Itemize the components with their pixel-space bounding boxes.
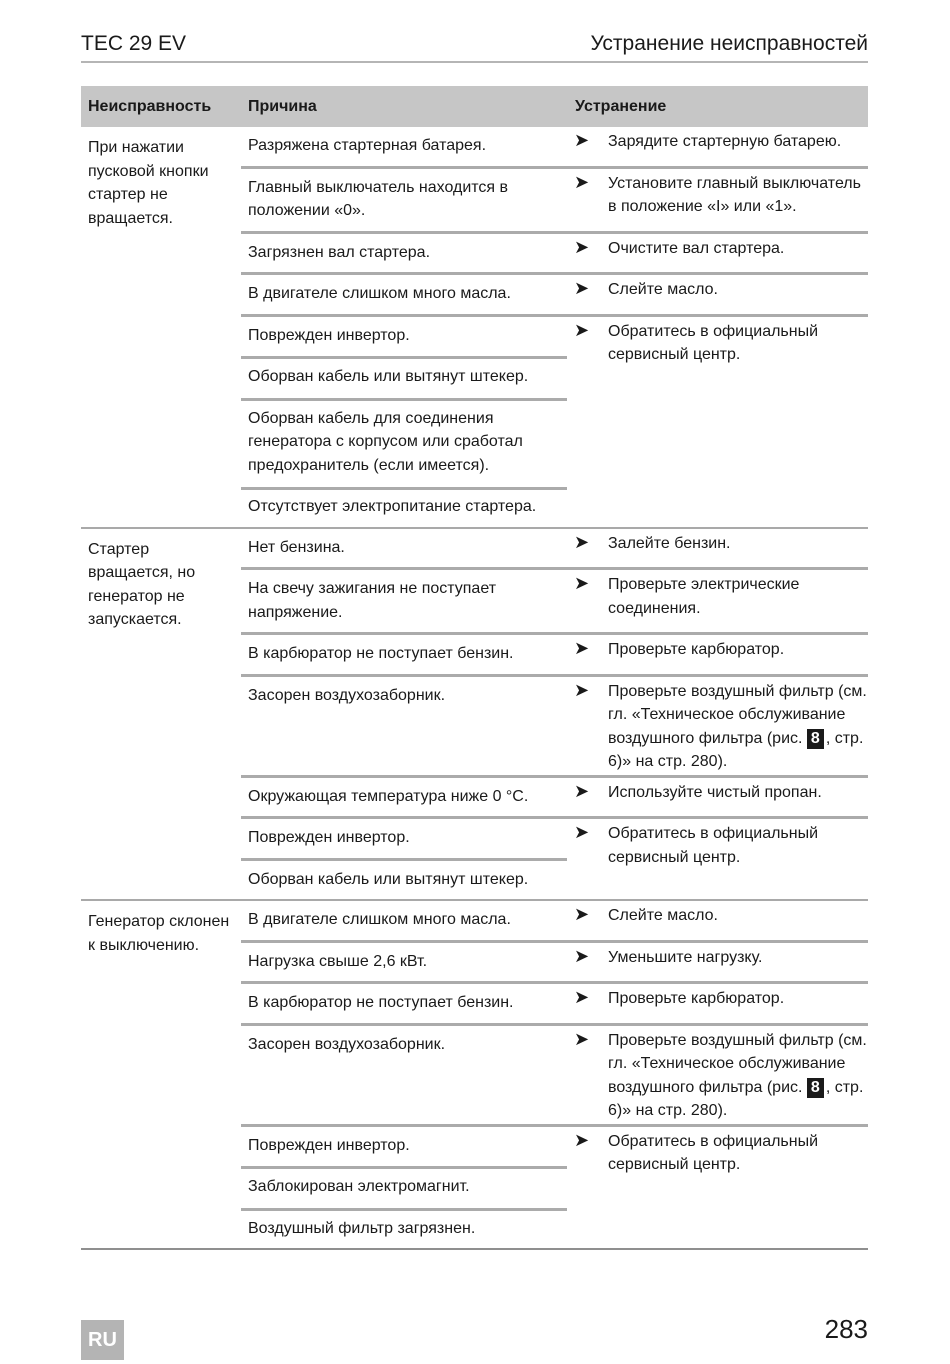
table-row	[241, 231, 868, 273]
remedy-text: Уменьшите нагрузку.	[608, 948, 763, 966]
remedy-cell	[568, 127, 868, 154]
remedy-text: Проверьте карбюратор.	[608, 641, 785, 658]
remedy-text-post: , стр. 6)» на стр. 280).	[608, 729, 864, 770]
remedy-cell	[568, 1026, 868, 1123]
remedy-cell	[568, 635, 868, 662]
language-badge: RU	[81, 1320, 124, 1360]
fault-text: Стартер вращается, но генератор не запускается.	[88, 540, 196, 628]
row-divider	[241, 1208, 567, 1211]
column-header-fault: Неисправность	[88, 98, 212, 115]
fault-text: При нажатии пусковой кнопки стартер не вращается.	[88, 139, 209, 227]
table-row	[241, 901, 868, 940]
cause-text: Оборван кабель или вытянут штекер.	[248, 368, 529, 385]
cause-text: Заблокирован электромагнит.	[248, 1178, 470, 1195]
table-row	[241, 632, 868, 674]
table-row	[241, 674, 868, 775]
remedy-cell	[568, 1127, 868, 1177]
arrowhead-icon: ➤	[574, 171, 590, 192]
cause-text: Поврежден инвертор.	[248, 326, 410, 344]
remedy-text: Обратитесь в официальный сервисный центр.	[608, 322, 819, 363]
cause-text: Загрязнен вал стартера.	[248, 243, 431, 261]
remedy-text-pre: Проверьте воздушный фильтр (см. гл. «Техническое обслуживание воздушного фильтра (рис.	[608, 682, 867, 747]
remedy-text: Установите главный выключатель в положение «I» или «1».	[608, 174, 861, 215]
table-row	[241, 166, 868, 231]
remedy-cell	[568, 275, 868, 302]
arrowhead-icon: ➤	[574, 945, 590, 966]
table-row-span	[241, 1124, 868, 1249]
row-divider	[241, 398, 567, 401]
arrowhead-icon: ➤	[574, 531, 590, 552]
arrowhead-icon: ➤	[574, 780, 590, 801]
arrowhead-icon: ➤	[574, 1028, 590, 1049]
table-header	[81, 86, 868, 127]
remedy-text: Залейте бензин.	[608, 534, 731, 552]
remedy-cell	[568, 778, 868, 805]
table-row	[241, 775, 868, 817]
remedy-cell	[568, 169, 868, 219]
remedy-text: Проверьте электрические соединения.	[608, 576, 800, 617]
remedy-text: Очистите вал стартера.	[608, 239, 785, 257]
cause-text: Засорен воздухозаборник.	[248, 686, 446, 704]
cause-text: В двигателе слишком много масла.	[248, 911, 511, 928]
cause-text: Нагрузка свыше 2,6 кВт.	[248, 952, 428, 970]
arrowhead-icon: ➤	[574, 573, 590, 593]
page-header	[81, 30, 868, 63]
cause-text: Разряжена стартерная батарея.	[248, 137, 487, 154]
cause-text: Воздушный фильтр загрязнен.	[248, 1219, 476, 1237]
table-row	[241, 529, 868, 568]
figure-badge: 8	[807, 729, 824, 749]
row-divider	[241, 356, 567, 359]
column-header-remedy: Устранение	[575, 98, 667, 115]
remedy-cell	[568, 234, 868, 261]
row-divider	[241, 858, 567, 861]
remedy-text	[608, 1029, 868, 1123]
cause-text: Засорен воздухозаборник.	[248, 1035, 446, 1053]
remedy-text-pre: Проверьте воздушный фильтр (см. гл. «Техническое обслуживание воздушного фильтра (рис.	[608, 1031, 867, 1096]
remedy-cell	[568, 984, 868, 1011]
table-row-span	[241, 314, 868, 527]
fault-group	[81, 127, 868, 529]
cause-text: В двигателе слишком много масла.	[248, 285, 511, 302]
row-divider	[241, 487, 567, 490]
table-row	[241, 1023, 868, 1124]
model-name: TEC 29 EV	[81, 32, 187, 55]
cause-text: Окружающая температура ниже 0 °C.	[248, 787, 529, 805]
fault-group	[81, 901, 868, 1250]
cause-text: Поврежден инвертор.	[248, 829, 410, 846]
fault-group	[81, 529, 868, 902]
remedy-text: Слейте масло.	[608, 281, 718, 298]
cause-text: Оборван кабель для соединения генератора с корпусом или сработал предохранитель (если имеется).	[248, 409, 523, 474]
fault-text: Генератор склонен к выключению.	[88, 913, 230, 954]
remedy-cell	[568, 943, 868, 970]
figure-badge: 8	[807, 1078, 824, 1098]
remedy-cell	[568, 901, 868, 928]
remedy-text: Используйте чистый пропан.	[608, 783, 822, 801]
arrowhead-icon: ➤	[574, 130, 590, 150]
remedy-text-post: , стр. 6)» на стр. 280).	[608, 1078, 864, 1119]
remedy-text: Зарядите стартерную батарею.	[608, 133, 842, 150]
remedy-text: Обратитесь в официальный сервисный центр.	[608, 825, 819, 866]
remedy-cell	[568, 819, 868, 869]
cause-text: Поврежден инвертор.	[248, 1136, 410, 1154]
remedy-text: Слейте масло.	[608, 907, 718, 924]
arrowhead-icon: ➤	[574, 904, 590, 924]
remedy-text	[608, 680, 868, 774]
arrowhead-icon: ➤	[574, 822, 590, 842]
arrowhead-icon: ➤	[574, 679, 590, 700]
remedy-cell	[568, 677, 868, 774]
cause-text: На свечу зажигания не поступает напряжение.	[248, 580, 497, 621]
arrowhead-icon: ➤	[574, 987, 590, 1007]
table-row	[241, 981, 868, 1023]
cause-text: Нет бензина.	[248, 538, 345, 556]
arrowhead-icon: ➤	[574, 319, 590, 340]
cause-text: Главный выключатель находится в положении «0».	[248, 178, 509, 219]
arrowhead-icon: ➤	[574, 236, 590, 257]
remedy-text: Проверьте карбюратор.	[608, 990, 785, 1007]
table-row	[241, 567, 868, 632]
remedy-cell	[568, 570, 868, 620]
remedy-cell	[568, 529, 868, 556]
column-header-cause: Причина	[248, 98, 317, 115]
arrowhead-icon: ➤	[574, 638, 590, 658]
table-row-span	[241, 816, 868, 899]
troubleshooting-table	[81, 86, 868, 1250]
arrowhead-icon: ➤	[574, 278, 590, 298]
cause-text: Отсутствует электропитание стартера.	[248, 498, 537, 515]
remedy-cell	[568, 317, 868, 367]
table-row	[241, 272, 868, 314]
cause-text: В карбюратор не поступает бензин.	[248, 645, 514, 662]
table-row	[241, 940, 868, 982]
remedy-text: Обратитесь в официальный сервисный центр.	[608, 1132, 819, 1173]
cause-text: Оборван кабель или вытянут штекер.	[248, 870, 529, 888]
table-row	[241, 127, 868, 166]
row-divider	[241, 1166, 567, 1169]
arrowhead-icon: ➤	[574, 1129, 590, 1150]
cause-text: В карбюратор не поступает бензин.	[248, 994, 514, 1011]
section-title: Устранение неисправностей	[590, 32, 868, 55]
page-number: 283	[824, 1314, 868, 1344]
